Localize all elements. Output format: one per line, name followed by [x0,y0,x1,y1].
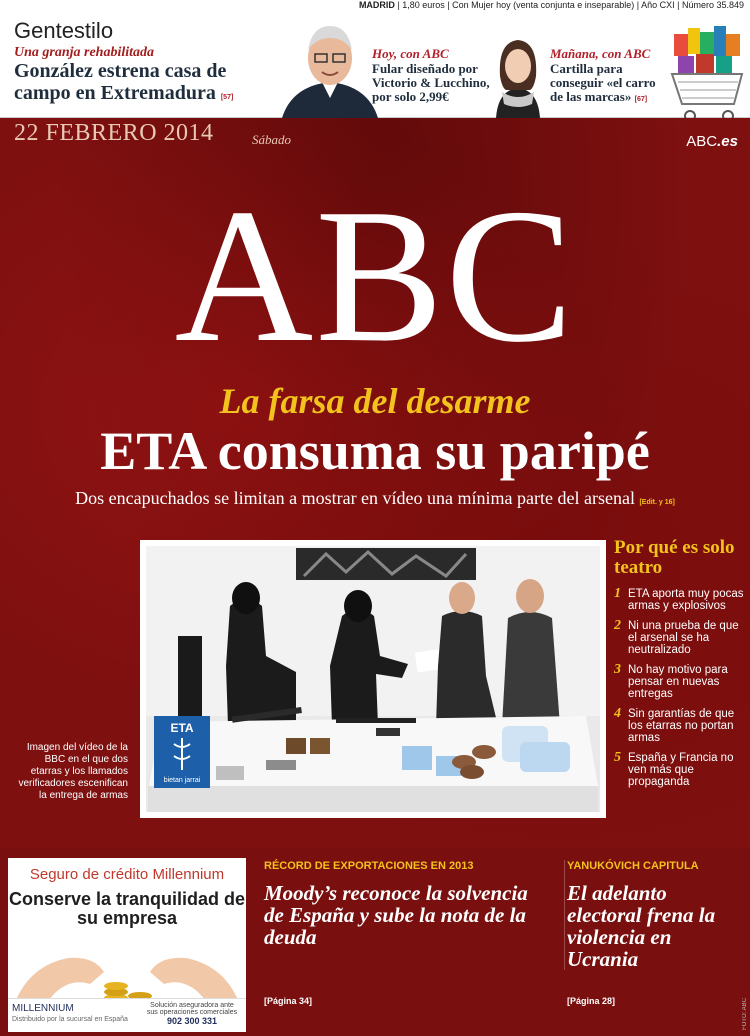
sidebar-item-text: Ni una prueba de que el arsenal se ha neutralizado [628,620,739,656]
lead-photo-frame[interactable] [140,540,606,818]
header-headline-ref: [57] [220,94,234,101]
sidebar-item-text: Sin garantías de que los etarras no portan armas [628,708,735,744]
sidebar-item [614,620,744,656]
lead-kicker: La farsa del desarme [219,381,531,421]
sidebar-item [614,664,744,700]
promo-today[interactable] [372,46,502,104]
advertisement[interactable] [8,858,246,1032]
issue-weekday: Sábado [252,132,291,147]
sidebar-item-number: 1 [614,586,621,601]
shopping-cart-photo [668,20,748,130]
lead-headline[interactable]: ETA consuma su paripé [100,421,650,481]
story-kicker: YANUKÓVICH CAPITULA [567,860,699,872]
sidebar-item-number: 2 [614,618,621,633]
ad-brand-sub: Distribuido por la sucursal en España [12,1016,128,1023]
ad-contact [144,1002,240,1026]
ad-tagline: Seguro de crédito Millennium [29,866,225,883]
website-link[interactable] [686,133,738,150]
sidebar-item [614,752,744,788]
header-headline[interactable] [14,60,276,109]
ad-brand [12,1003,128,1023]
sidebar-item-text: ETA aporta muy pocas armas y explosivos [628,588,744,612]
lead-subhead [0,488,750,509]
story-page-ref: [Página 34] [264,996,313,1006]
lead-subhead-text: Dos encapuchados se limitan a mostrar en vídeo una mínima parte del arsenal [75,488,635,508]
ad-headline: Conserve la tranquilidad de su empresa [8,889,246,928]
sidebar-item-text: España y Francia no ven más que propaganda [628,752,734,788]
lead-photo [146,546,600,812]
sidebar-item-number: 5 [614,750,621,765]
meta-city: MADRID [358,0,395,10]
website-tld: .es [717,133,738,150]
issue-date: 22 FEBRERO 2014 [14,120,214,146]
story-moodys[interactable] [264,860,546,1006]
story-ukraine[interactable] [564,860,744,1006]
lead-subhead-ref: [Edit. y 16] [639,499,675,506]
portrait-photo [282,16,378,118]
sidebar-item [614,708,744,744]
sidebar-item-number: 4 [614,706,621,721]
sidebar-box [614,538,744,796]
sidebar-item [614,588,744,612]
promo-tomorrow-kicker: Mañana, con ABC [550,46,651,61]
sidebar-item-number: 3 [614,662,621,677]
ad-brand-name: MILLENNIUM [12,1003,74,1014]
meta-details: | 1,80 euros | Con Mujer hoy (venta conjunta e inseparable) | Año CXI | Número 35.849 [394,0,744,10]
promo-tomorrow-ref: [67] [634,96,648,103]
top-header [0,14,750,118]
story-headline: El adelanto electoral frena la violencia en Ucrania [567,881,716,971]
story-headline: Moody’s reconoce la solvencia de España y sube la nota de la deuda [264,881,528,949]
promo-tomorrow-text: Cartilla para conseguir «el carro de las marcas» [550,61,656,104]
sidebar-item-text: No hay motivo para pensar en nuevas entregas [628,664,728,700]
story-kicker: RÉCORD DE EXPORTACIONES EN 2013 [264,860,474,872]
photo-banner-motto: bietan jarrai [163,777,201,784]
header-headline-text: González estrena casa de campo en Extremadura [14,60,227,104]
website-name: ABC [686,133,718,150]
promo-tomorrow[interactable] [550,46,670,107]
bottom-section [0,848,750,1036]
promo-today-body: Fular diseñado por Victorio & Lucchino, por solo 2,99€ [372,61,490,104]
sidebar-title: Por qué es solo teatro [614,537,735,578]
ad-phone: 902 300 331 [166,1016,218,1026]
promo-today-kicker: Hoy, con ABC [372,46,449,61]
model-photo [488,32,548,118]
photo-credit: FOTO: ABC [742,998,748,1030]
story-page-ref: [Página 28] [567,996,616,1006]
section-title[interactable]: Gentestilo [14,18,114,43]
ad-footer [8,998,246,1032]
edition-meta [359,0,744,14]
abc-logo[interactable]: ABC [174,169,576,382]
ad-contact-text: Solución aseguradora ante sus operaciones comerciales [146,1002,238,1016]
photo-banner-text: ETA [170,721,194,735]
header-kicker: Una granja rehabilitada [14,45,155,60]
promo-tomorrow-body [550,62,670,107]
lead-section [0,118,750,848]
photo-caption: Imagen del vídeo de la BBC en el que dos etarras y los llamados verificadores escenifican la entrega de armas [18,742,128,801]
